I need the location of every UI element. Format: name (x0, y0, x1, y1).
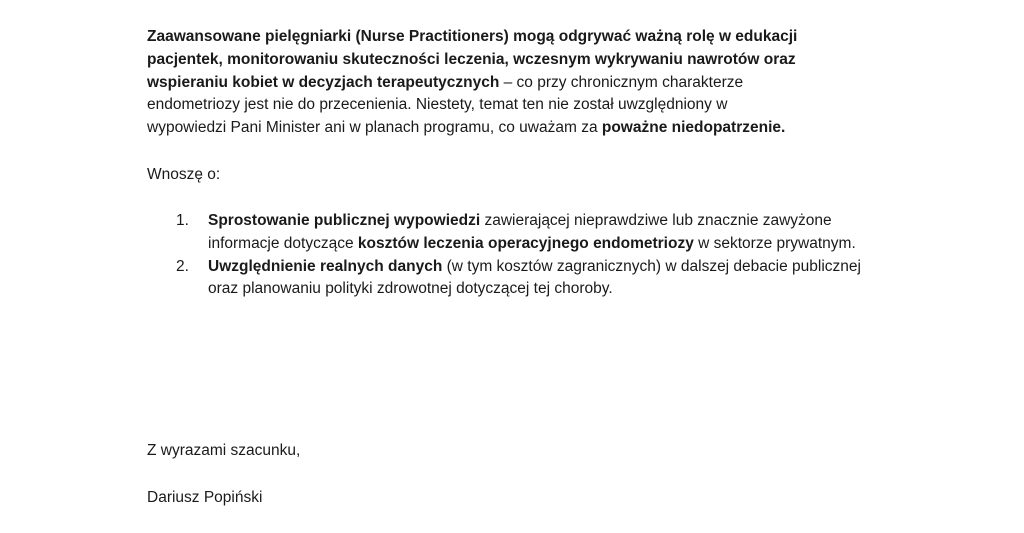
paragraph-bold-line-1: Zaawansowane pielęgniarki (Nurse Practitioners) mogą odgrywać ważną rolę w edukacji (147, 28, 798, 45)
paragraph-text-line-4: endometriozy jest nie do przecenienia. Niestety, temat ten nie został uwzględniony w (147, 96, 728, 114)
closing-phrase: Z wyrazami szacunku, (147, 442, 301, 459)
list-item-body (208, 256, 888, 302)
request-heading: Wnoszę o: (147, 166, 221, 183)
paragraph-text-line-5: wypowiedzi Pani Minister ani w planach programu, co uważam za (147, 119, 602, 137)
list-number: 2. (176, 257, 189, 275)
paragraph-bold-line-2: pacjentek, monitorowaniu skuteczności leczenia, wczesnym wykrywaniu nawrotów oraz (147, 50, 796, 68)
list-item-bold: kosztów leczenia operacyjnego endometriozy (357, 234, 694, 252)
intro-paragraph (147, 26, 867, 140)
paragraph-bold-line-3: wspieraniu kobiet w decyzjach terapeutycznych (147, 73, 500, 91)
list-item-text: zawierającej nieprawdziwe lub znacznie zawyżone informacje dotyczące (208, 212, 832, 252)
paragraph-bold-ending: poważne niedopatrzenie. (601, 119, 786, 137)
request-list (176, 210, 896, 301)
list-item-bold: Sprostowanie publicznej wypowiedzi (208, 212, 481, 229)
list-item-text: (w tym kosztów zagranicznych) w dalszej debacie publicznej oraz planowaniu polityki zdrowotnej dotyczącej tej choroby. (208, 257, 861, 298)
list-item (176, 256, 896, 302)
list-number: 1. (176, 212, 189, 229)
list-item-bold: Uwzględnienie realnych danych (208, 257, 443, 275)
list-item-body (208, 210, 888, 256)
list-item-text: w sektorze prywatnym. (693, 234, 856, 252)
paragraph-text-line-3: – co przy chronicznym charakterze (499, 73, 744, 91)
list-item (176, 210, 896, 256)
signature-name: Dariusz Popiński (147, 489, 263, 506)
